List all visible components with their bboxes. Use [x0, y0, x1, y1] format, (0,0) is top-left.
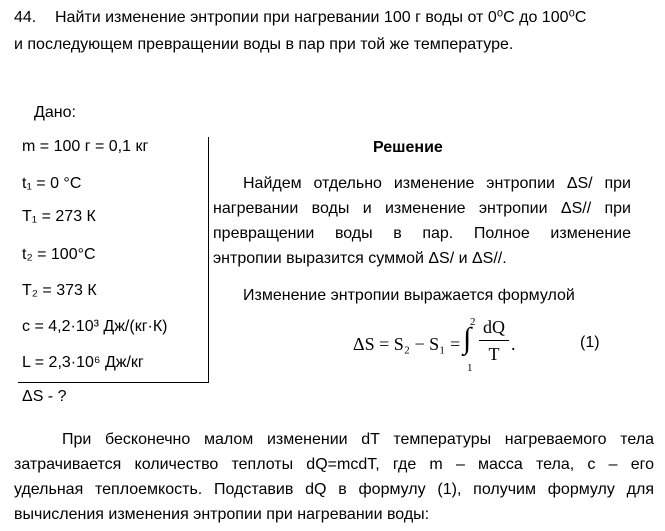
given-title: Дано: — [34, 104, 76, 121]
equation-number: (1) — [580, 334, 600, 351]
fraction-bar — [479, 340, 509, 341]
solution-para1-line4: энтропии выразится суммой ΔS/ и ΔS//. — [213, 250, 507, 267]
given-L: L = 2,3·10⁶ Дж/кг — [22, 354, 144, 371]
given-divider-horizontal — [18, 382, 209, 383]
bottom-line-1: При бесконечно малом изменении dT температуры нагреваемого тела — [62, 431, 654, 448]
formula-fraction — [479, 316, 509, 365]
find-label: ΔS - ? — [22, 388, 67, 405]
problem-statement — [14, 8, 654, 62]
problem-number: 44. — [14, 9, 37, 26]
integral-sign: ∫ — [463, 322, 472, 355]
formula-end: . — [511, 334, 516, 354]
formula-lhs: ΔS = S₂ − S₁ = — [353, 334, 461, 354]
bottom-line-4: вычисления изменения энтропии при нагревании воды: — [14, 506, 430, 523]
given-T2: T₂ = 373 К — [22, 282, 97, 299]
solution-title: Решение — [373, 139, 443, 156]
solution-para1-line3: превращении воды в пар. Полное изменение — [213, 225, 631, 242]
integral-lower-limit: 1 — [467, 362, 473, 374]
given-t2: t₂ = 100°С — [22, 246, 96, 263]
fraction-denominator: T — [488, 344, 500, 364]
given-c: c = 4,2·10³ Дж/(кг·К) — [22, 318, 168, 335]
entropy-formula — [353, 316, 523, 376]
given-divider-vertical — [208, 137, 209, 383]
problem-line-1 — [14, 8, 654, 35]
solution-para2: Изменение энтропии выражается формулой — [243, 287, 575, 304]
solution-para1-line2: нагревании воды и изменение энтропии ΔS// при — [213, 200, 631, 217]
integral-upper-limit: 2 — [470, 316, 476, 328]
given-mass: m = 100 г = 0,1 кг — [22, 138, 149, 155]
bottom-line-3: удельная теплоемкость. Подставив dQ в формулу (1), получим формулу для — [14, 481, 654, 498]
given-t1: t₁ = 0 °С — [22, 175, 82, 192]
fraction-numerator: dQ — [483, 317, 505, 337]
problem-text-1: Найти изменение энтропии при нагревании 100 г воды от 0⁰С до 100⁰С — [55, 9, 587, 26]
solution-para1-line1: Найдем отдельно изменение энтропии ΔS/ при — [243, 175, 631, 192]
problem-line-2: и последующем превращении воды в пар при той же температуре. — [14, 36, 514, 53]
given-T1: T₁ = 273 К — [22, 208, 96, 225]
bottom-line-2: затрачивается количество теплоты dQ=mcdT, где m – масса тела, c – его — [14, 456, 654, 473]
